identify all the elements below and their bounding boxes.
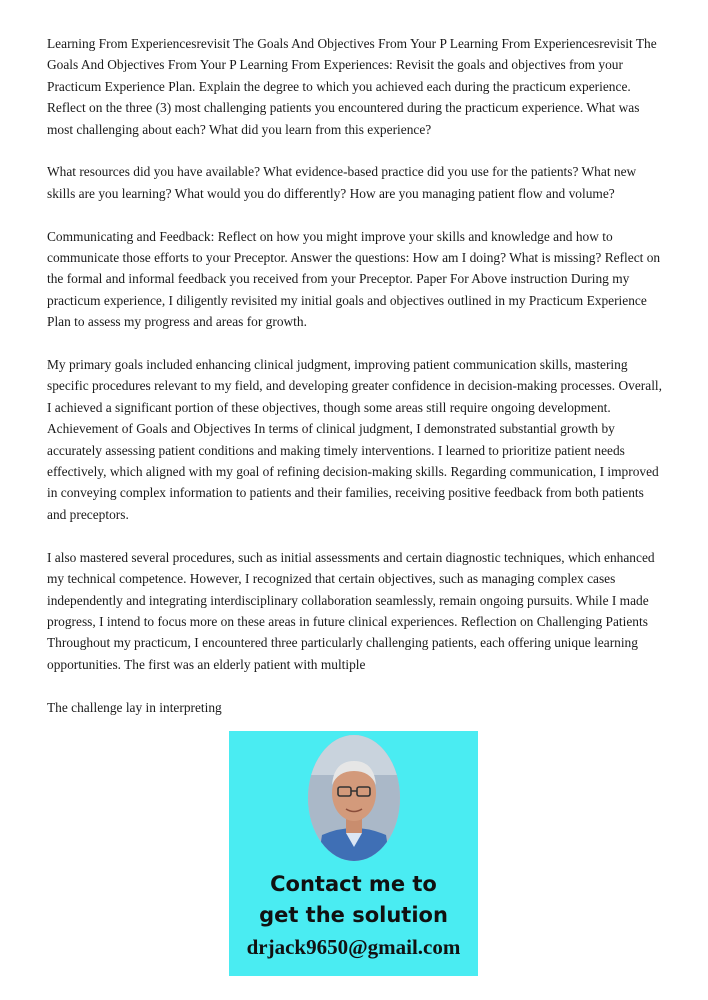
document-body xyxy=(47,33,662,739)
contact-email[interactable]: drjack9650@gmail.com xyxy=(246,935,461,959)
cta-line-1: Contact me to xyxy=(270,872,437,896)
paragraph: What resources did you have available? What evidence-based practice did you use for the patients? What new skills are you learning? What would you do differently? How are you managing patient flow and volume? xyxy=(47,164,637,201)
paragraph: I also mastered several procedures, such as initial assessments and certain diagnostic techniques, which enhanced my technical competence. However, I recognized that certain objectives, such as managing complex cases independently and integrating interdisciplinary collaboration seamlessly, remain ongoing pursuits. While I made progress, I intend to focus more on these areas in future clinical experiences. Reflection on Challenging Patients Throughout my practicum, I encountered three particularly challenging patients, each offering unique learning opportunities. The first was an elderly patient with multiple xyxy=(47,549,655,672)
portrait-photo-icon xyxy=(308,735,400,861)
cta-line-2: get the solution xyxy=(259,903,448,927)
paragraph: Learning From Experiencesrevisit The Goals And Objectives From Your P Learning From Experiencesrevisit The Goals And Objectives From Your P Learning From Experiences: Revisit the goals and objectives from your Practicum Experience Plan. Explain the degree to which you achieved each during the practicum experience. Reflect on the three (3) most challenging patients you encountered during the practicum experience. What was most challenging about each? What did you learn from this experience? xyxy=(47,36,657,137)
paragraph: My primary goals included enhancing clinical judgment, improving patient communication skills, mastering specific procedures relevant to my field, and developing greater confidence in decision-making processes. Overall, I achieved a significant portion of these objectives, though some areas still require ongoing development. Achievement of Goals and Objectives In terms of clinical judgment, I demonstrated substantial growth by accurately assessing patient conditions and making timely interventions. I learned to prioritize patient needs effectively, which aligned with my goal of refining decision-making skills. Regarding communication, I improved in conveying complex information to patients and their families, receiving positive feedback from both patients and preceptors. xyxy=(47,357,662,522)
contact-ad-banner[interactable] xyxy=(229,731,478,976)
paragraph: The challenge lay in interpreting xyxy=(47,699,222,715)
paragraph: Communicating and Feedback: Reflect on how you might improve your skills and knowledge and how to communicate those efforts to your Preceptor. Answer the questions: How am I doing? What is missing? Reflect on the formal and informal feedback you received from your Preceptor. Paper For Above instruction During my practicum experience, I diligently revisited my initial goals and objectives outlined in my Practicum Experience Plan to assess my progress and areas for growth. xyxy=(47,228,661,330)
contact-call-to-action xyxy=(259,869,448,931)
